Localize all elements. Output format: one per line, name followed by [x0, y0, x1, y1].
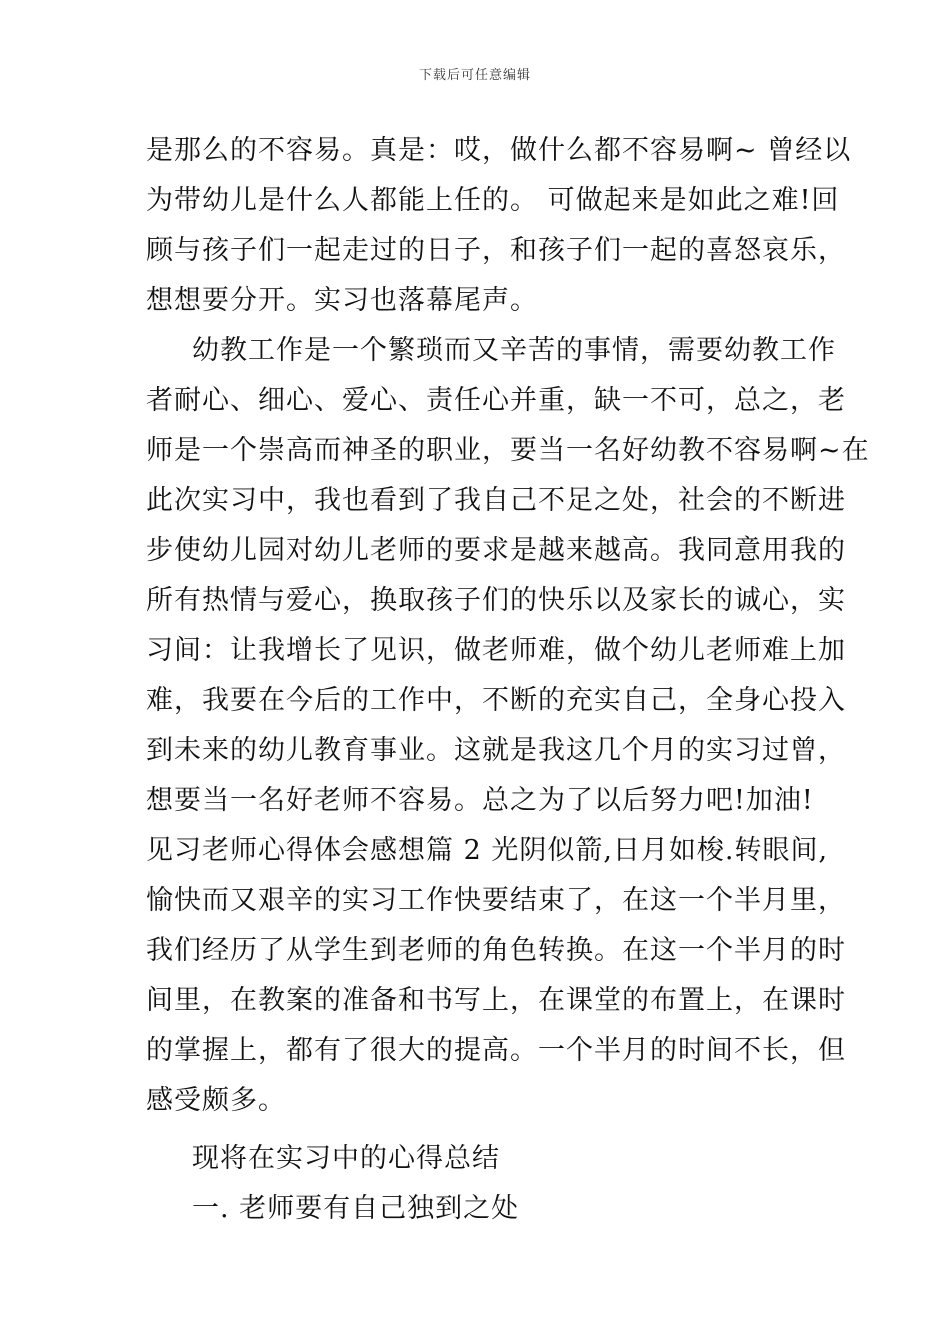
paragraph-3-line-6: 感受颇多。 — [146, 1085, 286, 1116]
section-heading-line: 见习老师心得体会感想篇 2 光阴似箭,日月如梭.转眼间, — [146, 835, 829, 866]
paragraph-2-line-8: 难，我要在今后的工作中，不断的充实自己，全身心投入 — [146, 685, 846, 716]
paragraph-3-line-4: 间里，在教案的准备和书写上，在课堂的布置上，在课时 — [146, 985, 846, 1016]
paragraph-3-line-5: 的掌握上，都有了很大的提高。一个半月的时间不长，但 — [146, 1035, 846, 1066]
paragraph-1-line-2: 为带幼儿是什么人都能上任的。 可做起来是如此之难!回 — [146, 185, 840, 216]
paragraph-2-line-10: 想要当一名好老师不容易。总之为了以后努力吧!加油! — [146, 785, 814, 816]
paragraph-2-line-5: 步使幼儿园对幼儿老师的要求是越来越高。我同意用我的 — [146, 535, 846, 566]
paragraph-spacer — [146, 1126, 836, 1134]
paragraph-2-line-3: 师是一个崇高而神圣的职业，要当一名好幼教不容易啊~在 — [146, 435, 870, 466]
paragraph-2-line-6: 所有热情与爱心，换取孩子们的快乐以及家长的诚心，实 — [146, 585, 846, 616]
paragraph-2-line-1: 幼教工作是一个繁琐而又辛苦的事情，需要幼教工作 — [192, 335, 836, 366]
paragraph-2-line-2: 者耐心、细心、爱心、责任心并重，缺一不可，总之，老 — [146, 385, 846, 416]
paragraph-2-line-9: 到未来的幼儿教育事业。这就是我这几个月的实习过曾， — [146, 735, 846, 766]
page-header-note: 下载后可任意编辑 — [418, 68, 531, 83]
paragraph-1-line-1: 是那么的不容易。真是：哎，做什么都不容易啊~ 曾经以 — [146, 135, 852, 166]
paragraph-3-line-2: 愉快而又艰辛的实习工作快要结束了，在这一个半月里， — [146, 885, 846, 916]
paragraph-3-line-3: 我们经历了从学生到老师的角色转换。在这一个半月的时 — [146, 935, 846, 966]
summary-intro-line: 现将在实习中的心得总结 — [192, 1143, 500, 1174]
paragraph-2-line-4: 此次实习中，我也看到了我自己不足之处，社会的不断进 — [146, 485, 846, 516]
paragraph-1-line-3: 顾与孩子们一起走过的日子，和孩子们一起的喜怒哀乐， — [146, 235, 846, 266]
summary-point-1-line: 一. 老师要有自己独到之处 — [192, 1193, 520, 1224]
paragraph-2-line-7: 习间：让我增长了见识，做老师难，做个幼儿老师难上加 — [146, 635, 846, 666]
document-body — [146, 126, 870, 1234]
paragraph-1-line-4: 想想要分开。实习也落幕尾声。 — [146, 285, 538, 316]
